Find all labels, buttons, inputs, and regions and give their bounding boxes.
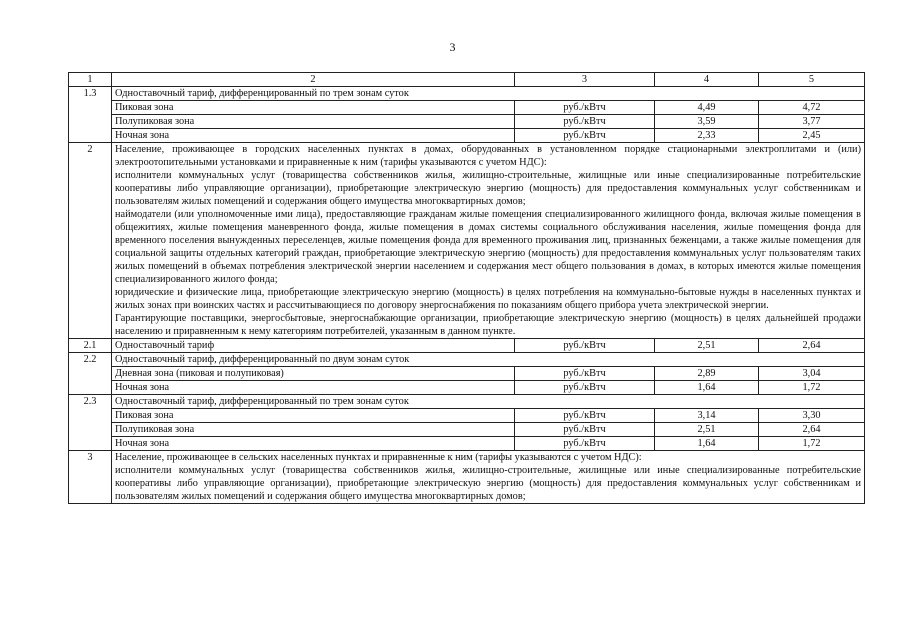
table-row	[69, 367, 865, 381]
unit-cell: руб./кВтч	[515, 115, 655, 129]
value-cell: 2,45	[759, 129, 865, 143]
value-cell: 4,49	[655, 101, 759, 115]
tariff-name: Пиковая зона	[112, 409, 515, 423]
table-row	[69, 409, 865, 423]
column-header: 5	[759, 73, 865, 87]
value-cell: 2,33	[655, 129, 759, 143]
section-title: Одноставочный тариф, дифференцированный по трем зонам суток	[112, 395, 865, 409]
table-header-row	[69, 73, 865, 87]
value-cell: 1,64	[655, 381, 759, 395]
description-paragraph: Гарантирующие поставщики, энергосбытовые, энергоснабжающие организации, приобретающие электрическую энергию (мощность) в целях дальнейшей продажи населению и приравненным к нему категориям потребителей, указанным в данном пункте.	[115, 313, 861, 337]
value-cell: 4,72	[759, 101, 865, 115]
section-description	[112, 143, 865, 339]
unit-cell: руб./кВтч	[515, 423, 655, 437]
tariff-name: Ночная зона	[112, 381, 515, 395]
value-cell: 3,77	[759, 115, 865, 129]
unit-cell: руб./кВтч	[515, 437, 655, 451]
description-paragraph: юридические и физические лица, приобретающие электрическую энергию (мощность) в целях потребления на коммунально-бытовые нужды в населенных пунктах и жилых зонах при воинских частях и рассчитывающиеся по договору энергоснабжения по показаниям общего прибора учета электрической энергии.	[115, 287, 861, 311]
row-number: 3	[69, 451, 112, 504]
tariff-name: Пиковая зона	[112, 101, 515, 115]
row-number: 2.3	[69, 395, 112, 451]
unit-cell: руб./кВтч	[515, 101, 655, 115]
value-cell: 3,14	[655, 409, 759, 423]
page-number: 3	[449, 40, 456, 54]
column-header: 1	[69, 73, 112, 87]
table-row	[69, 423, 865, 437]
section-description	[112, 451, 865, 504]
tariff-name: Ночная зона	[112, 437, 515, 451]
row-number: 2.1	[69, 339, 112, 353]
tariff-name: Дневная зона (пиковая и полупиковая)	[112, 367, 515, 381]
value-cell: 2,51	[655, 423, 759, 437]
row-number: 1.3	[69, 87, 112, 143]
row-number: 2.2	[69, 353, 112, 395]
tariff-name: Одноставочный тариф	[112, 339, 515, 353]
table-row	[69, 115, 865, 129]
row-number: 2	[69, 143, 112, 339]
table-row	[69, 353, 865, 367]
value-cell: 2,64	[759, 423, 865, 437]
value-cell: 3,59	[655, 115, 759, 129]
table-row	[69, 101, 865, 115]
tariff-name: Ночная зона	[112, 129, 515, 143]
table-row	[69, 129, 865, 143]
table-row	[69, 143, 865, 339]
column-header: 3	[515, 73, 655, 87]
description-paragraph: Население, проживающее в сельских населенных пунктах и приравненные к ним (тарифы указываются с учетом НДС):	[115, 452, 642, 463]
tariff-name: Полупиковая зона	[112, 115, 515, 129]
description-paragraph: Население, проживающее в городских населенных пунктах в домах, оборудованных в установленном порядке стационарными электроплитами и (или) электроотопительными установками и приравненные к ним (тарифы указываются с учетом НДС):	[115, 144, 861, 168]
tariff-name: Полупиковая зона	[112, 423, 515, 437]
tariff-table	[68, 72, 865, 504]
description-paragraph: исполнители коммунальных услуг (товарищества собственников жилья, жилищно-строительные, жилищные или иные специализированные потребительские кооперативы либо управляющие организации), приобретающие электрическую энергию (мощность) для предоставления коммунальных услуг собственникам и пользователям жилых помещений и содержания общего имущества многоквартирных домов;	[115, 170, 861, 207]
column-header: 4	[655, 73, 759, 87]
table-row	[69, 381, 865, 395]
column-header: 2	[112, 73, 515, 87]
value-cell: 1,72	[759, 437, 865, 451]
table-row	[69, 451, 865, 504]
value-cell: 2,51	[655, 339, 759, 353]
value-cell: 3,04	[759, 367, 865, 381]
unit-cell: руб./кВтч	[515, 367, 655, 381]
section-title: Одноставочный тариф, дифференцированный по двум зонам суток	[112, 353, 865, 367]
table-row	[69, 395, 865, 409]
value-cell: 3,30	[759, 409, 865, 423]
unit-cell: руб./кВтч	[515, 381, 655, 395]
value-cell: 1,72	[759, 381, 865, 395]
unit-cell: руб./кВтч	[515, 339, 655, 353]
unit-cell: руб./кВтч	[515, 129, 655, 143]
description-paragraph: наймодатели (или уполномоченные ими лица), предоставляющие гражданам жилые помещения специализированного жилищного фонда, включая жилые помещения в общежитиях, жилые помещения маневренного фонда, жилые помещения в домах системы социального обслуживания населения, жилые помещения фонда для временного поселения вынужденных переселенцев, жилые помещения фонда для временного проживания лиц, признанных беженцами, а также жилые помещения для социальной защиты отдельных категорий граждан, приобретающие электрическую энергию (мощность) для предоставления коммунальных услуг пользователям таких жилых помещений в объемах потребления электрической энергии населением и содержания мест общего пользования в домах, в которых имеются жилые помещения специализированного жилого фонда;	[115, 209, 861, 285]
table-row	[69, 339, 865, 353]
description-paragraph: исполнители коммунальных услуг (товарищества собственников жилья, жилищно-строительные, жилищные или иные специализированные потребительские кооперативы либо управляющие организации), приобретающие электрическую энергию (мощность) для предоставления коммунальных услуг собственникам и пользователям жилых помещений и содержания общего имущества многоквартирных домов;	[115, 465, 861, 502]
section-title: Одноставочный тариф, дифференцированный по трем зонам суток	[112, 87, 865, 101]
table-row	[69, 437, 865, 451]
value-cell: 2,64	[759, 339, 865, 353]
value-cell: 1,64	[655, 437, 759, 451]
value-cell: 2,89	[655, 367, 759, 381]
table-row	[69, 87, 865, 101]
unit-cell: руб./кВтч	[515, 409, 655, 423]
